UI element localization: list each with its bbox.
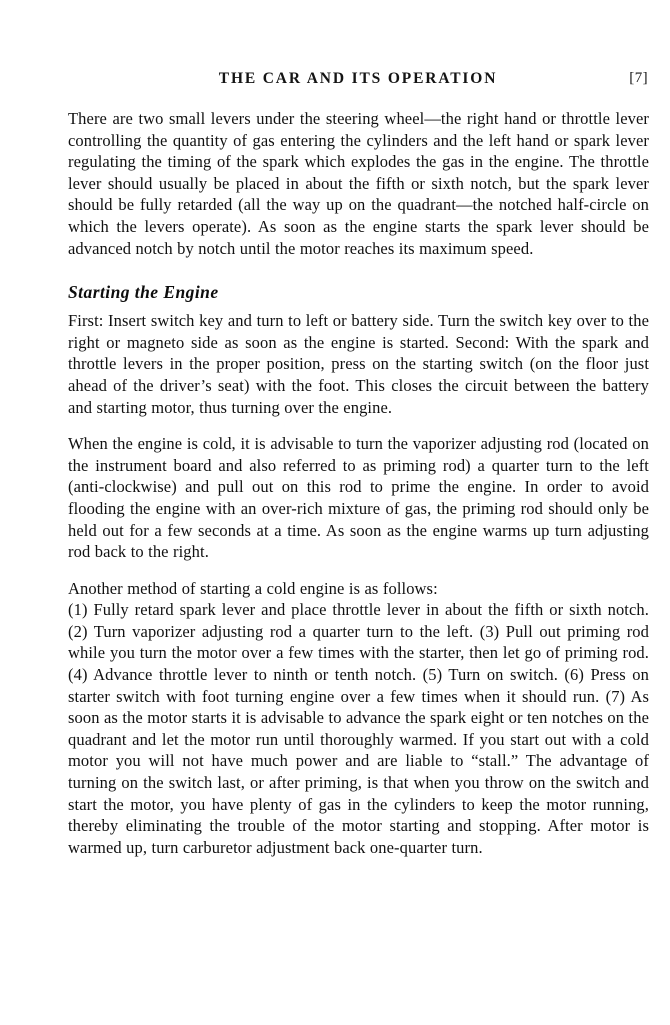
paragraph-levers: There are two small levers under the steering wheel—the right hand or throttle lever controlling the quantity of gas entering the cylinders and the left hand or spark lever regulating the timing of the spark which explodes the gas in the engine. The throttle lever should usually be placed in about the fifth or sixth notch, but the spark lever should be fully retarded (all the way up on the quadrant—the notched half-circle on which the levers operate). As soon as the engine starts the spark lever should be advanced notch by notch until the motor reaches its maximum speed.	[68, 109, 649, 258]
page-number: [7]	[629, 70, 648, 86]
paragraph-first-second: First: Insert switch key and turn to left or battery side. Turn the switch key over to the right or magneto side as soon as the engine is started. Second: With the spark and throttle levers in the proper position, press on the starting switch (on the floor just ahead of the driver’s seat) with the foot. This closes the circuit between the battery and starting motor, thus turning over the engine.	[68, 311, 649, 417]
paragraph-another-method-lead: Another method of starting a cold engine is as follows:	[68, 578, 438, 598]
section-heading-starting-the-engine: Starting the Engine	[68, 282, 219, 303]
paragraph-numbered-steps: (1) Fully retard spark lever and place throttle lever in about the fifth or sixth notch. (2) Turn vaporizer adjusting rod a quarter turn to the left. (3) Pull out priming rod while you turn the motor over a few times with the starter, then let go of priming rod. (4) Advance throttle lever to ninth or tenth notch. (5) Turn on switch. (6) Press on starter switch with foot turning engine over a few times when it should run. (7) As soon as the motor starts it is advisable to advance the spark eight or ten notches on the quadrant and let the motor run until thoroughly warmed. If you start out with a cold motor you will not have much power and are liable to “stall.” The advantage of turning on the switch last, or after priming, is that when you throw on the switch and start the motor, you have plenty of gas in the cylinders to keep the motor running, thereby eliminating the trouble of the motor starting and stopping. After motor is warmed up, turn carburetor adjustment back one-quarter turn.	[68, 600, 649, 857]
running-head	[68, 70, 648, 92]
running-head-title: THE CAR AND ITS OPERATION	[218, 70, 498, 87]
paragraph-cold-engine-priming: When the engine is cold, it is advisable to turn the vaporizer adjusting rod (located on the instrument board and also referred to as priming rod) a quarter turn to the left (anti-clockwise) and pull out on this rod to prime the engine. In order to avoid flooding the engine with an over-rich mixture of gas, the priming rod should only be held out for a few seconds at a time. As soon as the engine warms up turn adjusting rod back to the right.	[68, 434, 649, 562]
body-text	[68, 108, 649, 858]
